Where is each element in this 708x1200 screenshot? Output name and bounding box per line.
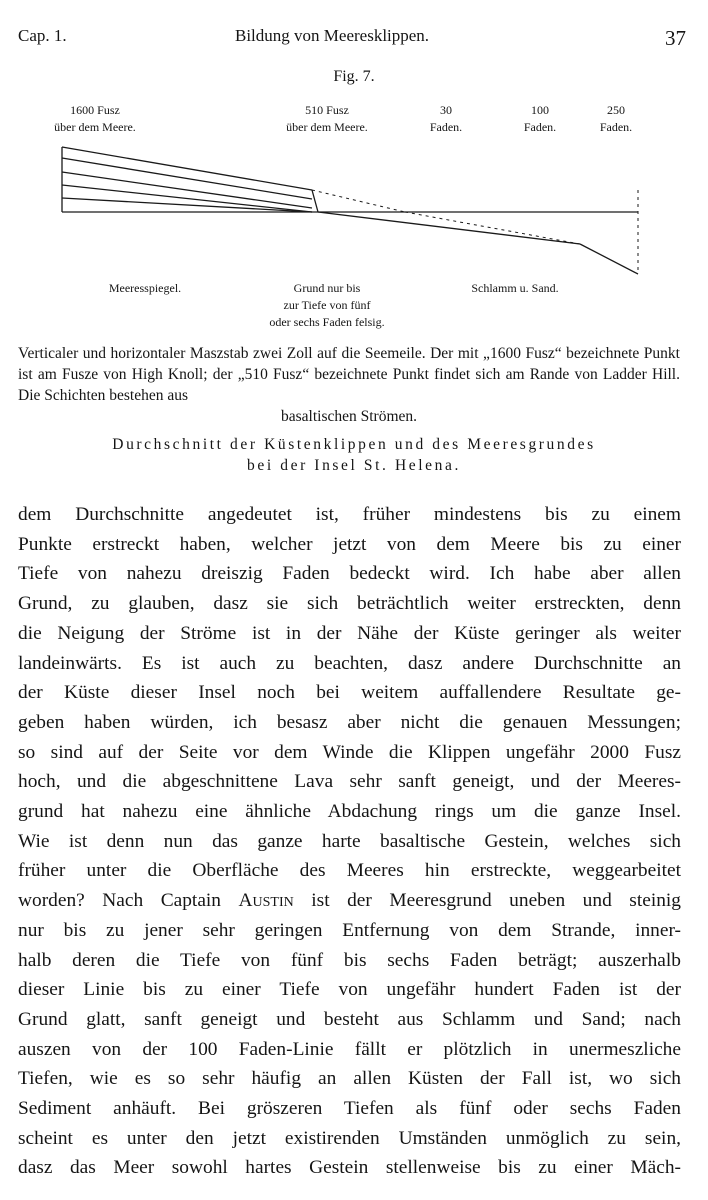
body-line-part: ist der Meeresgrund uneben und steinig <box>293 890 681 912</box>
figure-title-line-1: Durchschnitt der Küstenklippen und des Meeresgrundes <box>112 436 596 453</box>
body-line-part: worden? Nach Captain <box>18 890 239 912</box>
body-line: Grund glatt, sanft geneigt und besteht aus Schlamm und Sand; nach <box>18 1008 681 1030</box>
stratum-line-2 <box>62 158 312 199</box>
body-line: Tiefe von nahezu dreiszig Faden bedeckt wird. Ich habe aber allen <box>18 563 681 585</box>
body-line: Wie ist denn nun das ganze harte basaltische Gestein, welches sich <box>18 830 681 852</box>
body-line: Tiefen, wie es so sehr häufig an allen Küsten der Fall ist, wo sich <box>18 1068 681 1090</box>
dotted-slope-line <box>405 212 580 244</box>
running-title: Bildung von Meeresklippen. <box>235 26 430 45</box>
body-line: auszen von der 100 Faden-Linie fällt er plötzlich in unermeszliche <box>18 1038 681 1060</box>
figure-title-line-2: bei der Insel St. Helena. <box>247 457 461 474</box>
body-line: geben haben würden, ich besasz aber nicht die genauen Messungen; <box>18 711 681 733</box>
legend-text: Verticaler und horizontaler Maszstab zwei Zoll auf die Seemeile. Der mit „1600 Fusz“ bezeichnete Punkt ist am Fusze von High Knoll; der „510 Fusz“ bezeichnete Punkt findet sich am Rande von Ladder Hill. Die Schichten bestehen aus <box>18 345 680 404</box>
legend-last-line: basaltischen Strömen. <box>280 408 418 425</box>
body-line: dasz das Meer sowohl hartes Gestein stellenweise bis zu einer Mäch- <box>18 1157 681 1179</box>
figure-label-grund: Grund nur bis zur Tiefe von fünf oder sechs Faden felsig. <box>269 281 385 329</box>
body-line: Grund, zu glauben, dasz sie sich beträchtlich weiter erstreckten, denn <box>18 593 681 615</box>
cross-section-diagram <box>0 138 708 280</box>
figure-label-schlamm: Schlamm u. Sand. <box>471 281 559 295</box>
stratum-line-3 <box>62 172 312 208</box>
figure-label-1600-fusz: 1600 Fusz über dem Meere. <box>54 103 136 134</box>
chapter-label: Cap. 1. <box>18 26 67 45</box>
figure-legend <box>18 343 680 427</box>
body-line: Punkte erstreckt haben, welcher jetzt von dem Meere bis zu einer <box>18 533 681 555</box>
body-line: halb deren die Tiefe von fünf bis sechs Faden beträgt; auszerhalb <box>18 949 681 971</box>
figure-title <box>0 434 708 476</box>
body-line: dem Durchschnitte angedeutet ist, früher mindestens bis zu einem <box>18 504 681 525</box>
body-line: hoch, und die abgeschnittene Lava sehr sanft geneigt, und der Meeres- <box>18 771 681 793</box>
body-line: landeinwärts. Es ist auch zu beachten, dasz andere Durchschnitte an <box>18 652 681 674</box>
stratum-line-4 <box>62 185 312 212</box>
body-line: grund hat nahezu eine ähnliche Abdachung rings um die ganze Insel. <box>18 801 681 823</box>
figure-label-510-fusz: 510 Fusz über dem Meere. <box>286 103 368 134</box>
figure-number: Fig. 7. <box>333 68 375 85</box>
figure-label-250-faden: 250 Faden. <box>599 103 633 134</box>
stratum-line-1 <box>62 147 312 190</box>
body-line: früher unter die Oberfläche des Meeres hin erstreckte, weggearbeitet <box>18 860 681 882</box>
body-line: die Neigung der Ströme ist in der Nähe der Küste geringer als weiter <box>18 622 681 644</box>
body-line: Sediment anhäuft. Bei gröszeren Tiefen als fünf oder sechs Faden <box>18 1098 681 1120</box>
figure-label-30-faden: 30 Faden. <box>429 103 463 134</box>
body-line: scheint es unter den jetzt existirenden Umständen unmöglich zu sein, <box>18 1127 681 1149</box>
figure-label-meeresspiegel: Meeresspiegel. <box>108 281 182 295</box>
person-name-austin: Austin <box>238 890 294 912</box>
figure-label-100-faden: 100 Faden. <box>523 103 557 134</box>
body-line: dieser Linie bis zu einer Tiefe von ungefähr hundert Faden ist der <box>18 979 681 1001</box>
body-line: der Küste dieser Insel noch bei weitem auffallendere Resultate ge- <box>18 682 681 704</box>
body-line: nur bis zu jener sehr geringen Entfernung von dem Strande, inner- <box>18 919 681 941</box>
body-line-austin <box>18 886 681 916</box>
running-head <box>18 22 686 52</box>
page-number: 37 <box>665 26 686 50</box>
body-line: so sind auf der Seite vor dem Winde die Klippen ungefähr 2000 Fusz <box>18 741 681 763</box>
cliff-step <box>312 190 318 212</box>
body-text <box>18 500 681 1183</box>
stratum-line-5 <box>62 198 312 212</box>
dotted-former-extension <box>312 190 405 212</box>
sea-bed-line <box>318 212 580 244</box>
sea-bed-drop <box>580 244 638 274</box>
